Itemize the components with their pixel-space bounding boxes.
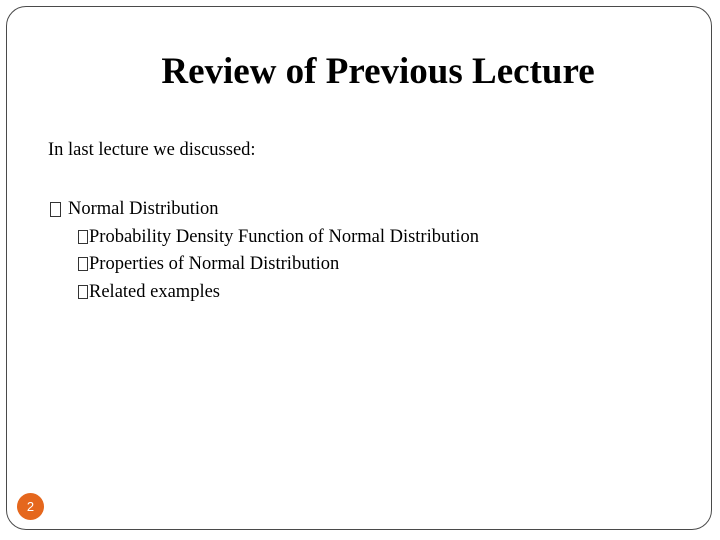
sub-bullet-item xyxy=(78,252,339,276)
bullet-text: Normal Distribution xyxy=(68,199,219,219)
checkbox-square-icon xyxy=(78,285,88,299)
sub-bullet-text: Related examples xyxy=(89,282,220,302)
intro-text: In last lecture we discussed: xyxy=(48,140,256,160)
checkbox-square-icon xyxy=(50,202,61,217)
sub-bullet-text: Properties of Normal Distribution xyxy=(89,254,340,274)
checkbox-square-icon xyxy=(78,230,88,244)
sub-bullet-text: Probability Density Function of Normal Distribution xyxy=(89,227,480,247)
page-number-badge: 2 xyxy=(17,493,44,520)
bullet-item xyxy=(50,197,219,221)
sub-bullet-item xyxy=(78,225,479,249)
slide-title: Review of Previous Lecture xyxy=(161,51,595,92)
checkbox-square-icon xyxy=(78,257,88,271)
sub-bullet-item xyxy=(78,280,220,304)
